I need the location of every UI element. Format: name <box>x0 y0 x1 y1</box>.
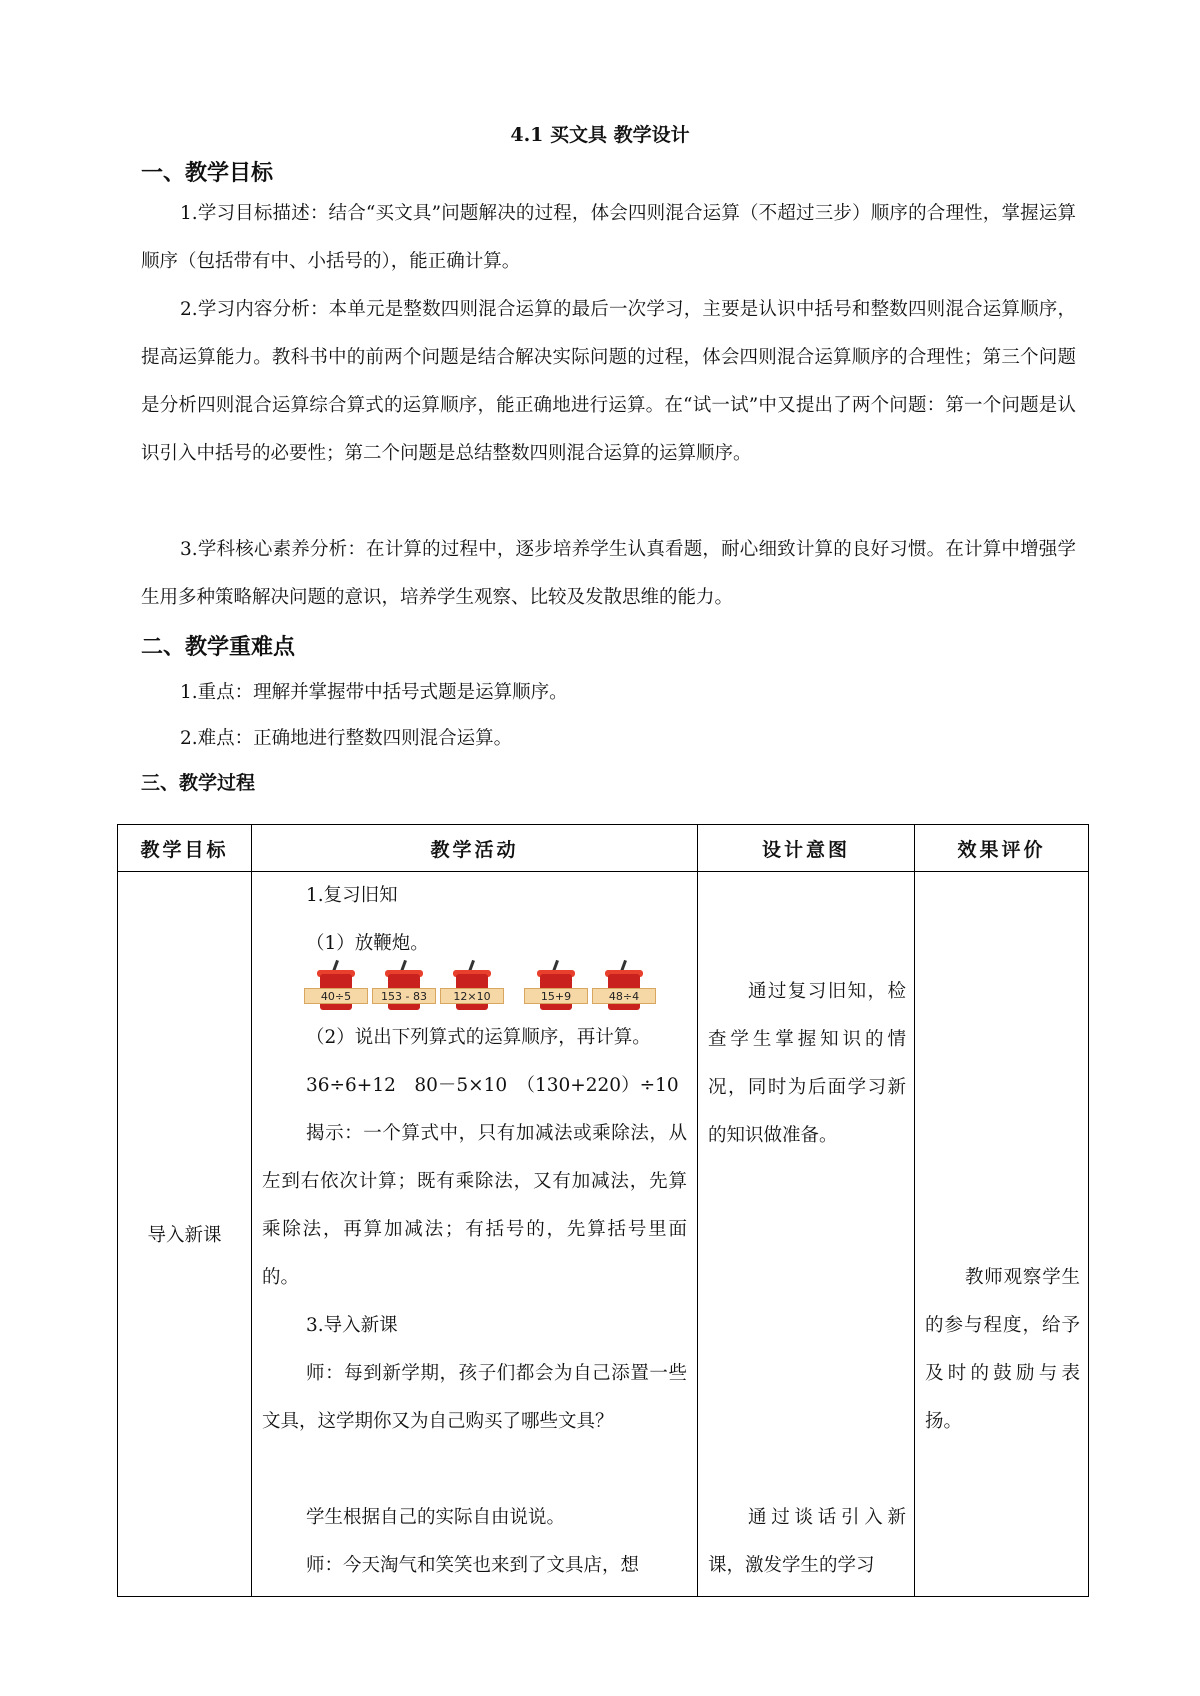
evaluation-cell <box>915 872 1089 1597</box>
table-header-row <box>118 825 1089 872</box>
firecracker-label: 153 - 83 <box>372 988 436 1004</box>
objective-paragraph-3: 3.学科核心素养分析：在计算的过程中，逐步培养学生认真看题，耐心细致计算的良好习惯。在计算中增强学生用多种策略解决问题的意识，培养学生观察、比较及发散思维的能力。 <box>141 539 1076 608</box>
reveal-text: 揭示：一个算式中，只有加减法或乘除法，从左到右依次计算；既有乘除法，又有加减法，先算乘除法，再算加减法；有括号的，先算括号里面的。 <box>262 1123 687 1288</box>
firecracker <box>304 964 368 1012</box>
difficulty-item: 2.难点：正确地进行整数四则混合运算。 <box>180 728 513 749</box>
firecracker-label: 40÷5 <box>304 988 368 1004</box>
activity-cell <box>252 872 698 1597</box>
teacher-question: 师：每到新学期，孩子们都会为自己添置一些文具，这学期你又为自己购买了哪些文具？ <box>262 1363 687 1432</box>
intent-intro: 通过谈话引入新课，激发学生的学习 <box>708 1507 906 1576</box>
expressions: 36÷6+12 80－5×10 （130+220）÷10 <box>306 1075 679 1096</box>
firecracker-item: （1）放鞭炮。 <box>306 933 429 954</box>
firecracker <box>440 964 504 1012</box>
firecracker-images <box>304 964 664 1012</box>
intent-review: 通过复习旧知，检查学生掌握知识的情况，同时为后面学习新的知识做准备。 <box>708 981 906 1146</box>
student-response: 学生根据自己的实际自由说说。 <box>306 1507 566 1528</box>
objective-paragraph-1: 1.学习目标描述：结合“买文具”问题解决的过程，体会四则混合运算（不超过三步）顺序的合理性，掌握运算顺序（包括带有中、小括号的），能正确计算。 <box>141 203 1076 272</box>
page-title: 4.1 买文具 教学设计 <box>510 124 690 146</box>
review-title: 1.复习旧知 <box>306 885 398 906</box>
key-point-item: 1.重点：理解并掌握带中括号式题是运算顺序。 <box>180 682 568 703</box>
firecracker-label: 12×10 <box>440 988 504 1004</box>
firecracker <box>372 964 436 1012</box>
firecracker <box>524 964 588 1012</box>
header-intent: 设计意图 <box>698 825 915 872</box>
firecracker <box>592 964 656 1012</box>
header-activity: 教学活动 <box>252 825 698 872</box>
section-heading-process: 三、教学过程 <box>141 772 256 794</box>
intent-cell <box>698 872 915 1597</box>
section-heading-objectives: 一、教学目标 <box>141 161 274 186</box>
teaching-process-table <box>117 824 1089 1597</box>
firecracker-label: 15+9 <box>524 988 588 1004</box>
table-row <box>118 872 1089 1597</box>
evaluation-text: 教师观察学生的参与程度，给予及时的鼓励与表扬。 <box>925 1267 1080 1432</box>
section-heading-key-points: 二、教学重难点 <box>141 635 296 660</box>
teacher-statement: 师：今天淘气和笑笑也来到了文具店，想 <box>306 1555 640 1576</box>
objective-paragraph-2: 2.学习内容分析：本单元是整数四则混合运算的最后一次学习，主要是认识中括号和整数四则混合运算顺序，提高运算能力。教科书中的前两个问题是结合解决实际问题的过程，体会四则混合运算顺序的合理性；第三个问题是分析四则混合运算综合算式的运算顺序，能正确地进行运算。在“试一试”中又提出了两个问题：第一个问题是认识引入中括号的必要性；第二个问题是总结整数四则混合运算的运算顺序。 <box>141 299 1076 464</box>
header-goal: 教学目标 <box>118 825 252 872</box>
goal-cell: 导入新课 <box>118 872 252 1597</box>
header-evaluation: 效果评价 <box>915 825 1089 872</box>
expression-instruction: （2）说出下列算式的运算顺序，再计算。 <box>306 1027 651 1048</box>
intro-title: 3.导入新课 <box>306 1315 398 1336</box>
firecracker-label: 48÷4 <box>592 988 656 1004</box>
